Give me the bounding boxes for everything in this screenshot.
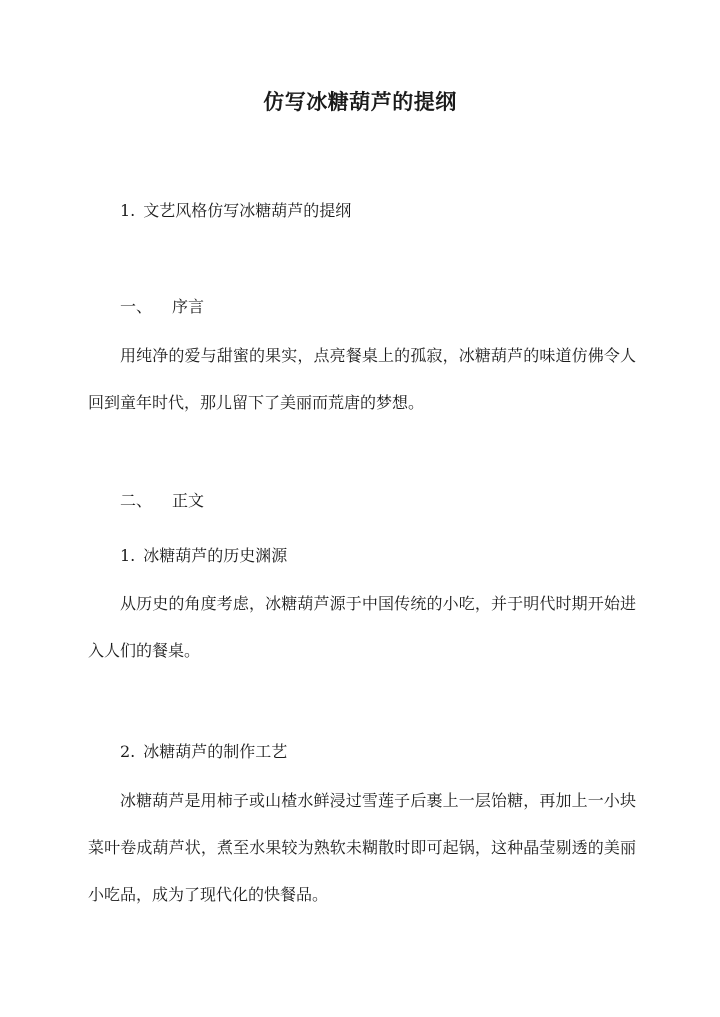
subtitle-heading bbox=[120, 198, 351, 221]
subsection-heading-text: 冰糖葫芦的制作工艺 bbox=[143, 742, 288, 761]
section-heading-text: 正文 bbox=[172, 491, 205, 510]
subsection-number: 2. bbox=[120, 742, 136, 761]
subsection-heading-craft bbox=[120, 739, 287, 762]
section-heading-preface bbox=[120, 294, 204, 317]
craft-paragraph: 冰糖葫芦是用柿子或山楂水鲜浸过雪莲子后裹上一层饴糖，再加上一小块菜叶卷成葫芦状，煮至水果较为熟软未糊散时即可起锅，这种晶莹剔透的美丽小吃品，成为了现代化的快餐品。 bbox=[88, 791, 636, 904]
subtitle-number: 1. bbox=[120, 201, 136, 220]
subsection-heading-history bbox=[120, 543, 287, 566]
section-number: 二、 bbox=[120, 491, 153, 510]
section-number: 一、 bbox=[120, 297, 153, 316]
history-paragraph: 从历史的角度考虑，冰糖葫芦源于中国传统的小吃，并于明代时期开始进入人们的餐桌。 bbox=[88, 594, 636, 660]
document-title: 仿写冰糖葫芦的提纲 bbox=[263, 89, 457, 114]
subsection-number: 1. bbox=[120, 546, 136, 565]
preface-paragraph: 用纯净的爱与甜蜜的果实，点亮餐桌上的孤寂，冰糖葫芦的味道仿佛令人回到童年时代，那儿留下了美丽而荒唐的梦想。 bbox=[88, 346, 636, 412]
section-heading-body bbox=[120, 488, 204, 511]
subtitle-text: 文艺风格仿写冰糖葫芦的提纲 bbox=[143, 201, 352, 220]
section-heading-text: 序言 bbox=[172, 297, 205, 316]
subsection-heading-text: 冰糖葫芦的历史渊源 bbox=[143, 546, 288, 565]
